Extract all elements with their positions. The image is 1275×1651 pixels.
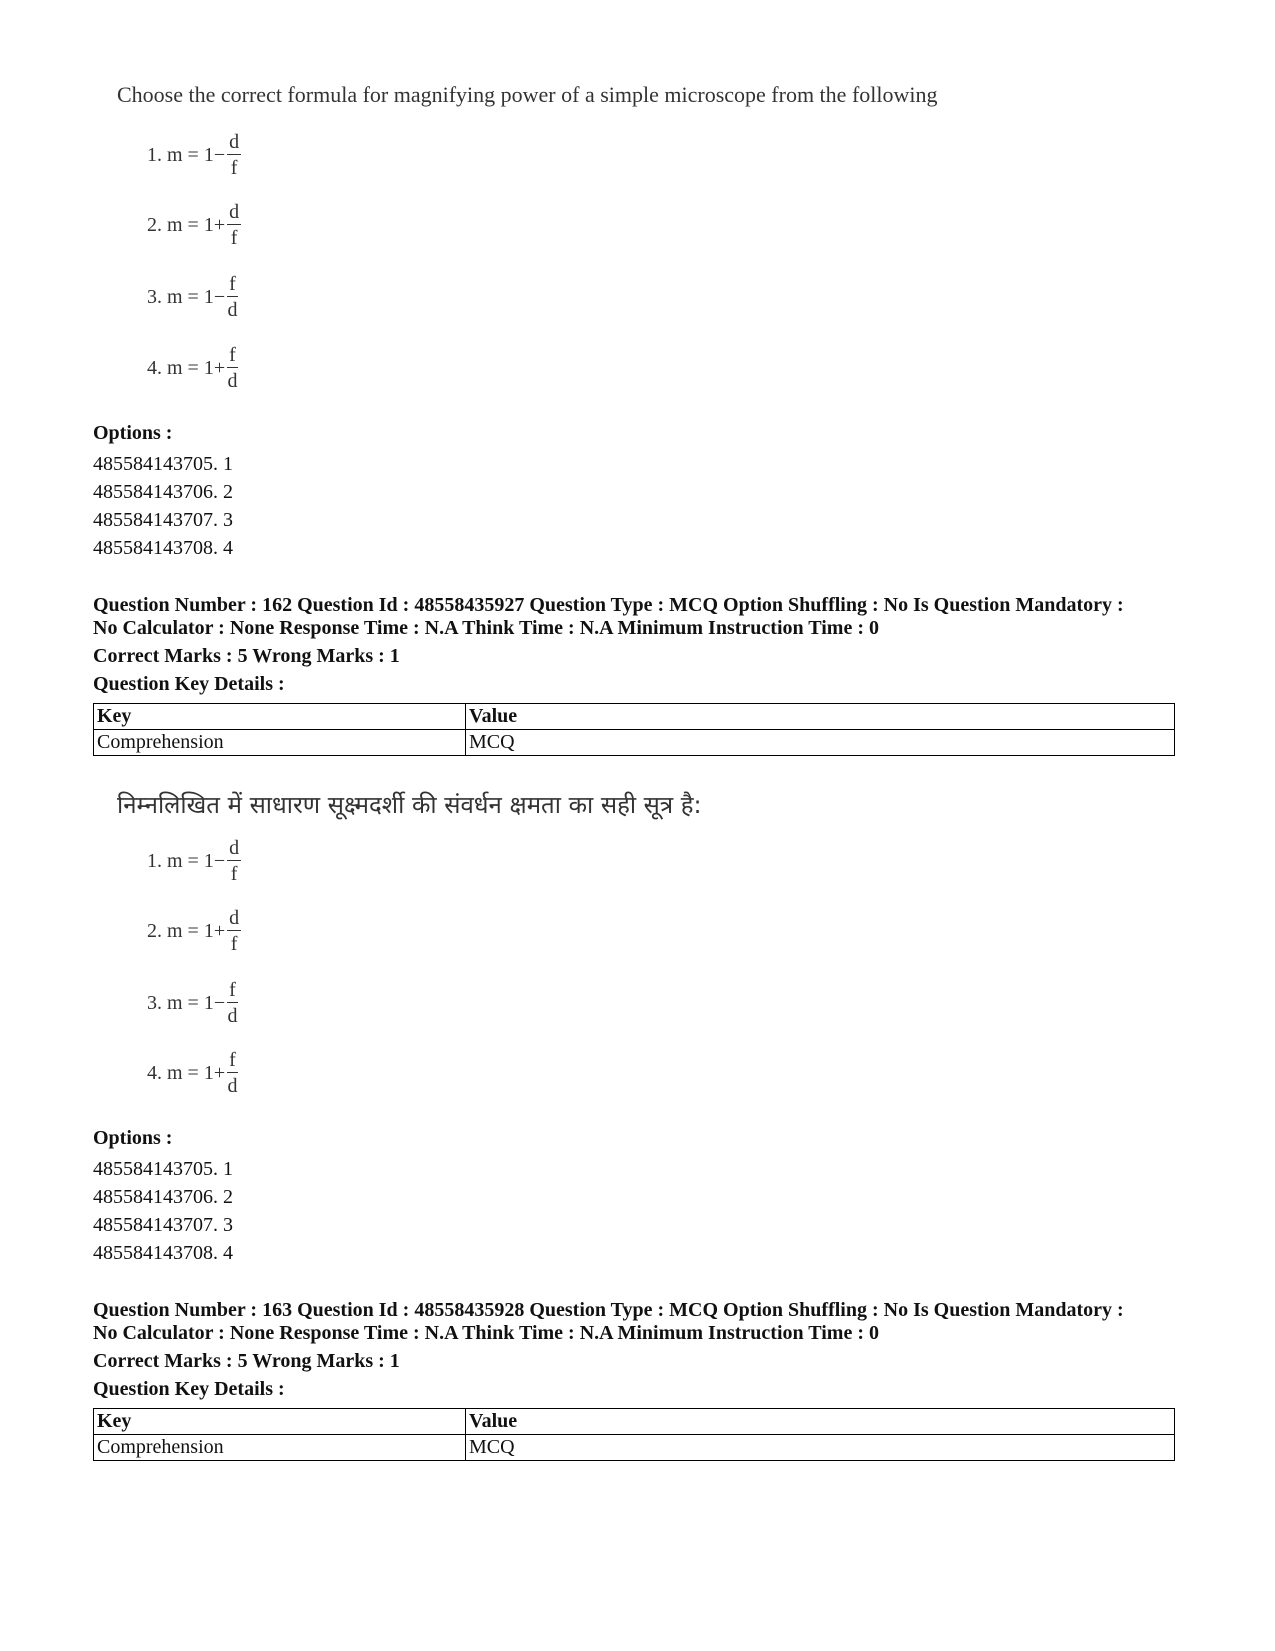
- option-item: 485584143707. 3: [93, 1214, 233, 1236]
- denominator: f: [230, 227, 238, 249]
- numerator: d: [229, 837, 240, 859]
- key-details-table: [93, 703, 1175, 756]
- table-row: [94, 1435, 1175, 1461]
- formula-label: 4. m = 1: [147, 356, 214, 379]
- options-label: Options :: [93, 1127, 173, 1149]
- marks-line: Correct Marks : 5 Wrong Marks : 1: [93, 645, 400, 667]
- marks-line: Correct Marks : 5 Wrong Marks : 1: [93, 1350, 400, 1372]
- question-meta-line: Question Number : 162 Question Id : 48558435927 Question Type : MCQ Option Shuffling : No Is Question Mandatory :: [93, 594, 1124, 616]
- formula-option-2: [147, 908, 241, 954]
- numerator: d: [229, 131, 240, 153]
- question-meta-line: No Calculator : None Response Time : N.A Think Time : N.A Minimum Instruction Time : 0: [93, 1322, 879, 1344]
- formula-operator: +: [213, 1061, 226, 1084]
- options-list: [93, 1155, 233, 1267]
- formula-label: 4. m = 1: [147, 1061, 214, 1084]
- formula-option-2: [147, 202, 241, 248]
- cell-value: MCQ: [466, 1435, 1175, 1461]
- header-key: Key: [94, 1409, 466, 1435]
- table-row: [94, 730, 1175, 756]
- option-item: 485584143706. 2: [93, 481, 233, 503]
- formula-option-1: [147, 838, 241, 884]
- numerator: d: [229, 907, 240, 929]
- formula-option-4: [147, 1050, 238, 1096]
- formula-operator: +: [213, 919, 226, 942]
- formula-operator: −: [213, 991, 226, 1014]
- cell-key: Comprehension: [94, 1435, 466, 1461]
- fraction: [227, 1050, 238, 1096]
- denominator: f: [230, 863, 238, 885]
- table-header-row: [94, 1409, 1175, 1435]
- denominator: f: [230, 933, 238, 955]
- formula-option-3: [147, 274, 238, 320]
- option-item: 485584143705. 1: [93, 453, 233, 475]
- fraction: [227, 345, 238, 391]
- fraction: [227, 274, 238, 320]
- table-header-row: [94, 704, 1175, 730]
- key-details-label: Question Key Details :: [93, 673, 285, 695]
- formula-label: 1. m = 1: [147, 849, 214, 872]
- cell-key: Comprehension: [94, 730, 466, 756]
- numerator: f: [229, 1049, 236, 1071]
- options-list: [93, 450, 233, 562]
- option-item: 485584143706. 2: [93, 1186, 233, 1208]
- numerator: f: [229, 979, 236, 1001]
- denominator: d: [227, 299, 238, 321]
- key-details-label: Question Key Details :: [93, 1378, 285, 1400]
- numerator: d: [229, 201, 240, 223]
- formula-label: 2. m = 1: [147, 919, 214, 942]
- option-item: 485584143705. 1: [93, 1158, 233, 1180]
- header-value: Value: [466, 704, 1175, 730]
- formula-operator: +: [213, 356, 226, 379]
- fraction: [227, 908, 241, 954]
- formula-option-4: [147, 345, 238, 391]
- option-item: 485584143708. 4: [93, 537, 233, 559]
- question-text: Choose the correct formula for magnifying power of a simple microscope from the following: [117, 82, 938, 107]
- fraction: [227, 132, 241, 178]
- cell-value: MCQ: [466, 730, 1175, 756]
- formula-operator: −: [213, 143, 226, 166]
- formula-option-3: [147, 980, 238, 1026]
- formula-option-1: [147, 132, 241, 178]
- denominator: f: [230, 157, 238, 179]
- formula-label: 1. m = 1: [147, 143, 214, 166]
- denominator: d: [227, 1075, 238, 1097]
- numerator: f: [229, 344, 236, 366]
- question-meta-line: No Calculator : None Response Time : N.A Think Time : N.A Minimum Instruction Time : 0: [93, 617, 879, 639]
- numerator: f: [229, 273, 236, 295]
- option-item: 485584143707. 3: [93, 509, 233, 531]
- question-text-hindi: निम्नलिखित में साधारण सूक्ष्मदर्शी की संवर्धन क्षमता का सही सूत्र है:: [117, 791, 702, 819]
- options-label: Options :: [93, 422, 173, 444]
- option-item: 485584143708. 4: [93, 1242, 233, 1264]
- header-value: Value: [466, 1409, 1175, 1435]
- formula-operator: +: [213, 213, 226, 236]
- formula-label: 3. m = 1: [147, 991, 214, 1014]
- fraction: [227, 202, 241, 248]
- fraction: [227, 838, 241, 884]
- formula-operator: −: [213, 285, 226, 308]
- key-details-table: [93, 1408, 1175, 1461]
- header-key: Key: [94, 704, 466, 730]
- question-meta-line: Question Number : 163 Question Id : 48558435928 Question Type : MCQ Option Shuffling : No Is Question Mandatory :: [93, 1299, 1124, 1321]
- denominator: d: [227, 370, 238, 392]
- formula-operator: −: [213, 849, 226, 872]
- fraction: [227, 980, 238, 1026]
- formula-label: 3. m = 1: [147, 285, 214, 308]
- formula-label: 2. m = 1: [147, 213, 214, 236]
- denominator: d: [227, 1005, 238, 1027]
